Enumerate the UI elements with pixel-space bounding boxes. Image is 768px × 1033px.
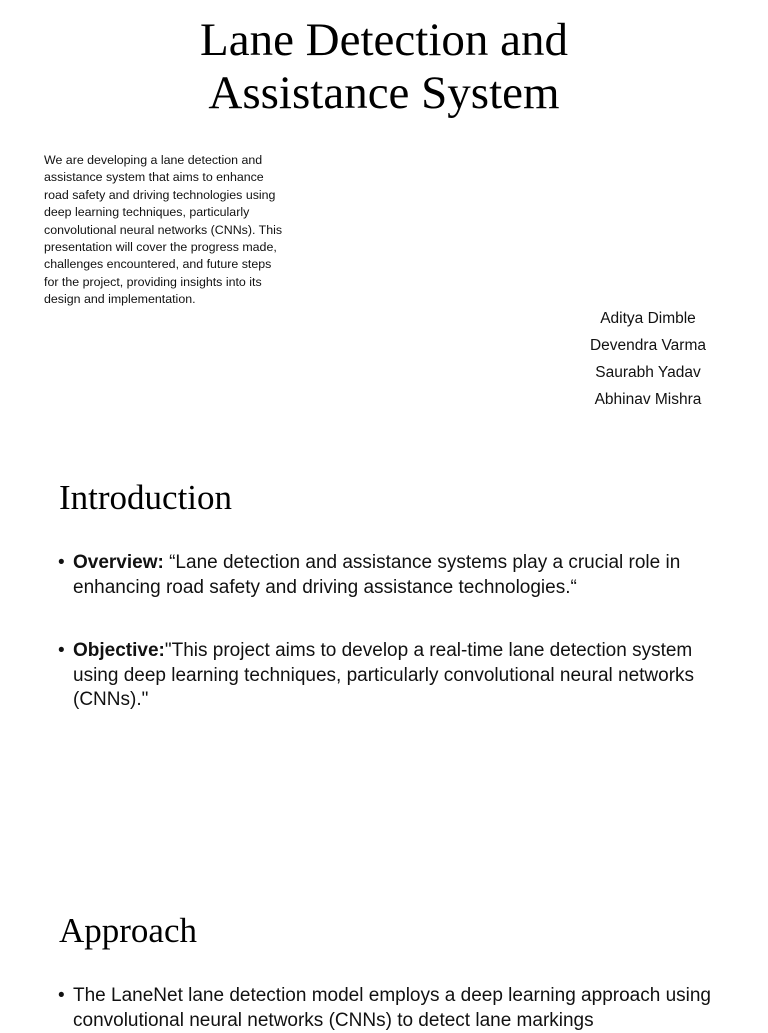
objective-label: Objective: bbox=[73, 640, 165, 661]
author-name: Devendra Varma bbox=[589, 337, 706, 354]
page-title bbox=[0, 14, 768, 120]
bullet-glyph: • bbox=[58, 640, 65, 661]
bullet-glyph: • bbox=[58, 985, 65, 1006]
author-name: Saurabh Yadav bbox=[595, 364, 701, 381]
approach-heading: Approach bbox=[59, 911, 198, 950]
overview-text: “Lane detection and assistance systems play a crucial role in enhancing road safety and driving assistance technologies.“ bbox=[73, 552, 681, 598]
approach-text: The LaneNet lane detection model employs a deep learning approach using convolutional neural networks (CNNs) to detect lane markings bbox=[73, 985, 711, 1031]
title-line-2: Assistance System bbox=[208, 67, 560, 119]
objective-bullet bbox=[58, 639, 718, 713]
objective-text: "This project aims to develop a real-time lane detection system using deep learning techniques, particularly convolutional neural networks (CNNs)." bbox=[73, 640, 695, 710]
bullet-glyph: • bbox=[58, 552, 65, 573]
author-list bbox=[560, 305, 736, 413]
author-name: Abhinav Mishra bbox=[594, 391, 702, 408]
approach-bullet bbox=[58, 984, 718, 1033]
author-name: Aditya Dimble bbox=[600, 310, 696, 327]
overview-bullet bbox=[58, 551, 718, 600]
abstract-paragraph: We are developing a lane detection and assistance system that aims to enhance road safety and driving technologies using deep learning techniques, particularly convolutional neural networks (CNNs). This presentation will cover the progress made, challenges encountered, and future steps for the project, providing insights into its design and implementation. bbox=[44, 153, 283, 307]
overview-label: Overview: bbox=[73, 552, 164, 573]
title-line-1: Lane Detection and bbox=[200, 14, 568, 66]
introduction-heading: Introduction bbox=[59, 478, 233, 517]
